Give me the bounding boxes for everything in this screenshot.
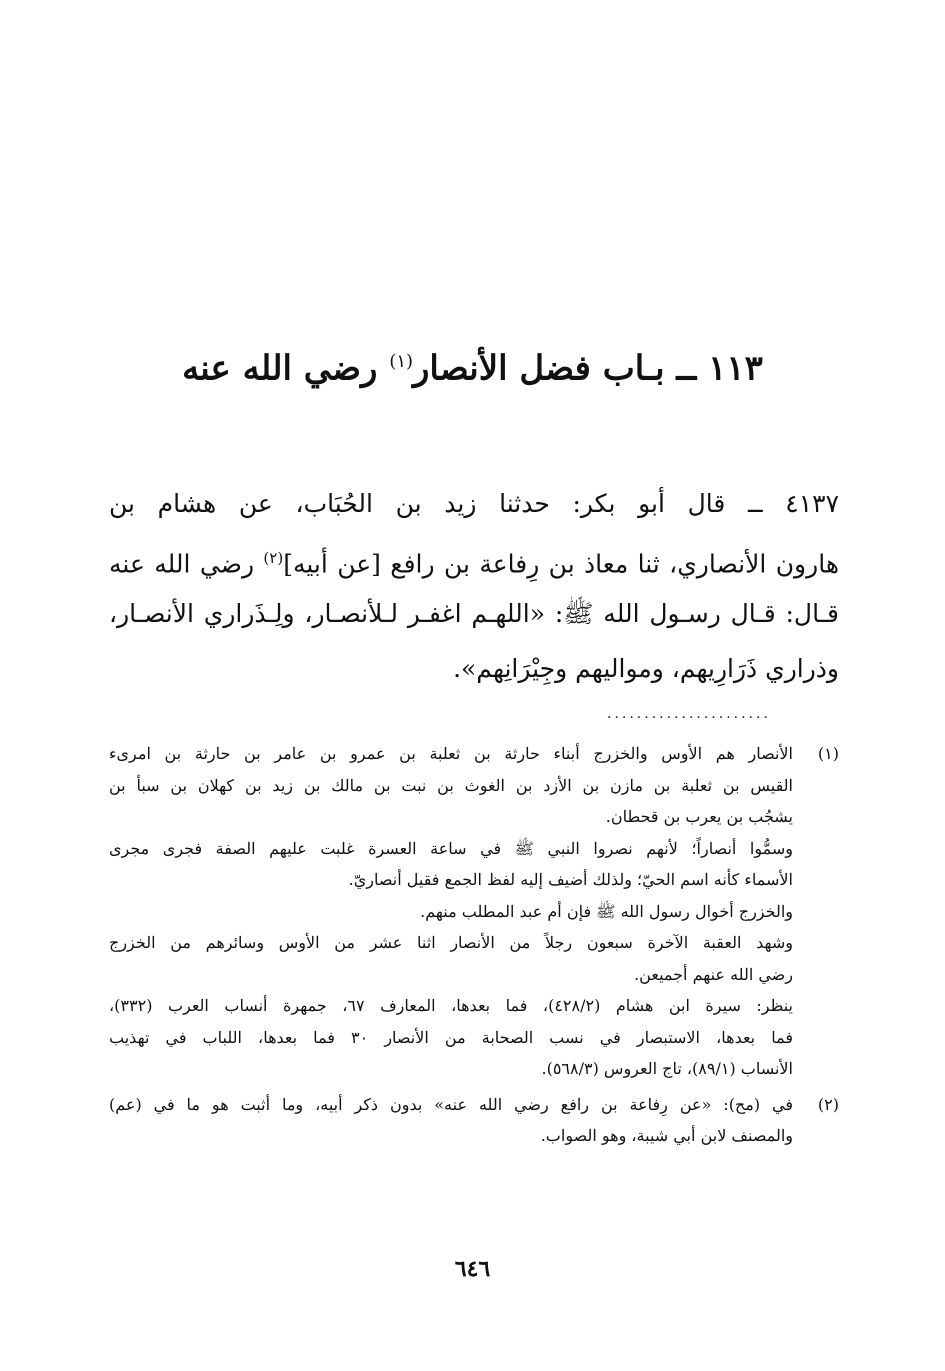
footnote-number: (١) [817,744,839,763]
hadith-line: قـال: قـال رسـول الله ﷺ: «اللهـم اغفـر لـلأنصـار، ولِـذَراري الأنصـار، [109,599,839,628]
footnote-line: والمصنف لابن أبي شيبة، وهو الصواب. [540,1126,793,1145]
footnote-line: الأسماء كأنه اسم الحيّ؛ ولذلك أضيف إليه لفظ الجمع فقيل أنصاريّ. [348,870,793,889]
hadith-line [109,531,839,586]
hadith-line-segment: هارون الأنصاري، ثنا معاذ بن رِفاعة بن رافع [عن أبيه] [283,549,839,579]
page-number: ٦٤٦ [454,1256,491,1282]
footnote-marker-1[interactable]: (١) [389,351,414,372]
footnote-number: (٢) [817,1094,839,1114]
footnote-line: الأنساب (٨٩/١)، تاج العروس (٥٦٨/٣). [541,1059,793,1078]
footnote-line: ينظر: سيرة ابن هشام (٤٢٨/٢)، فما بعدها، المعارف ٦٧، جمهرة أنساب العرب (٣٣٢)، [109,996,793,1015]
footnote-line: رضي الله عنهم أجميعن. [634,964,793,984]
chapter-heading-suffix: رضي الله عنه [182,348,378,389]
footnote-line: والخزرج أخوال رسول الله ﷺ فإن أم عبد المطلب منهم. [420,901,793,921]
footnote-1 [109,738,839,1085]
footnote-line: وسمُّوا أنصاراً؛ لأنهم نصروا النبي ﷺ في ساعة العسرة غلبت عليهم الصفة فجرى مجرى [109,838,793,858]
hadith-line-segment: رضي الله عنه [109,549,255,579]
hadith-line: ٤١٣٧ ــ قال أبو بكر: حدثنا زيد بن الحُبَاب، عن هشام بن [109,489,839,518]
footnote-line: وشهد العقبة الآخرة سبعون رجلاً من الأنصار اثنا عشر من الأوس وسائرهم من الخزرج [109,933,793,952]
footnote-line: في (مح): «عن رِفاعة بن رافع رضي الله عنه» بدون ذكر أبيه، وما أثبت هو ما في (عم) [109,1094,794,1114]
hadith-text [109,476,839,696]
footnote-line: الأنصار هم الأوس والخزرج أبناء حارثة بن ثعلبة بن عمرو بن عامر بن حارثة بن امرىء [109,744,793,763]
hadith-line: وذراري ذَرَارِيهم، ومواليهم وجِيْرَانِهم». [453,654,839,683]
footnote-line: فما بعدها، الاستبصار في نسب الصحابة من الأنصار ٣٠ فما بعدها، اللباب في تهذيب [109,1027,794,1047]
chapter-title [100,338,845,392]
footnote-marker-2[interactable]: (٢) [263,549,284,567]
footnote-separator: ...................... [607,706,771,722]
footnote-2 [109,1089,839,1152]
chapter-heading-text: ١١٣ ــ بـاب فضل الأنصار [413,348,763,389]
footnote-line: القيس بن ثعلبة بن مازن بن الأزد بن الغوث بن نبت بن مالك بن زيد بن كهلان بن سبأ بن [109,775,793,795]
footnote-line: يشجُب بن يعرب بن قحطان. [605,807,793,826]
footnotes [109,738,839,1152]
